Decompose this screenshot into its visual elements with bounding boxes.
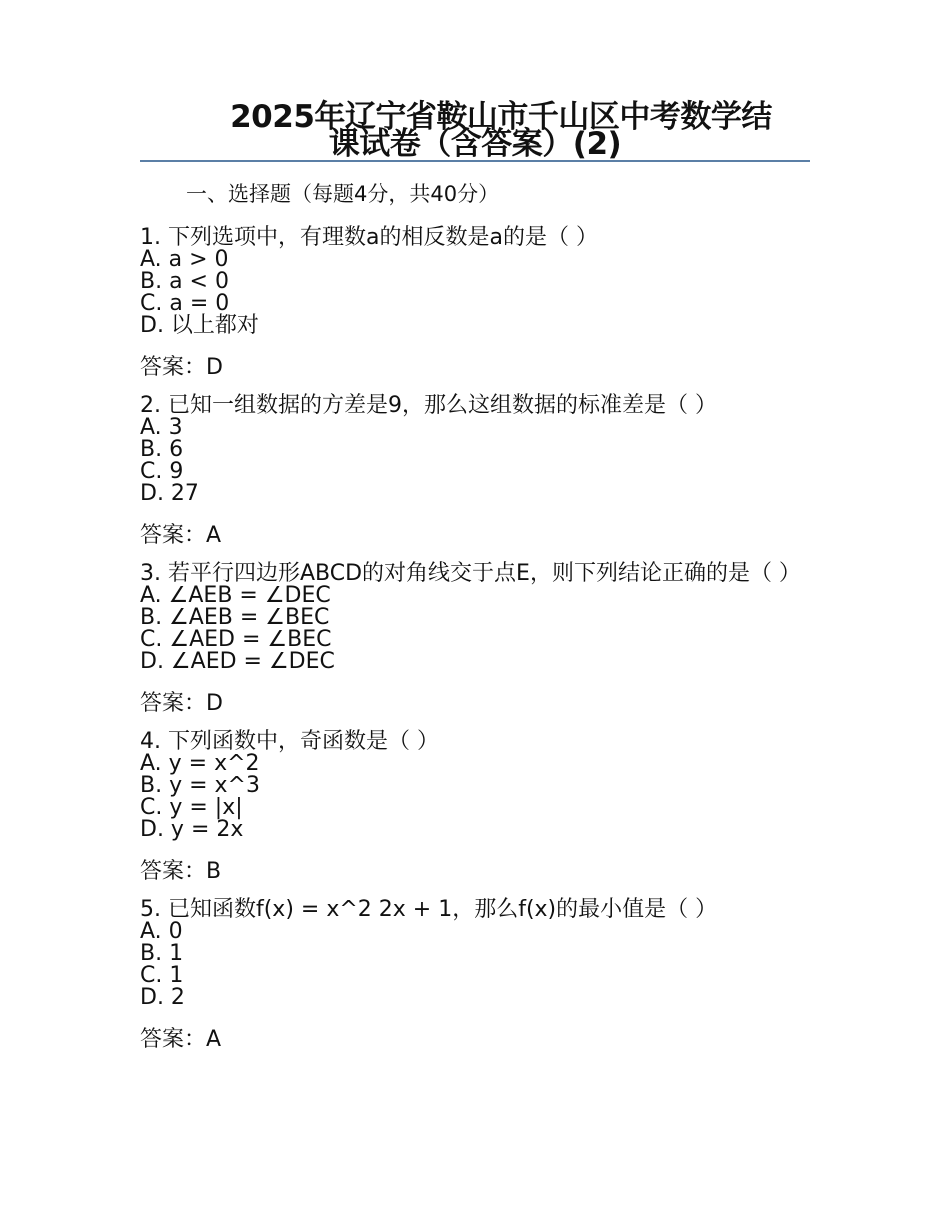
- option-b: B. 1: [140, 941, 184, 966]
- option-b: B. 6: [140, 437, 184, 462]
- option-a: A. 0: [140, 919, 183, 944]
- answer-line: 答案：A: [140, 523, 222, 548]
- option-c: C. 9: [140, 459, 184, 484]
- question-stem: 3. 若平行四边形ABCD的对角线交于点E，则下列结论正确的是（ ）: [140, 561, 801, 586]
- answer-line: 答案：A: [140, 1027, 222, 1052]
- title-line-1: 2025年辽宁省鞍山市千山区中考数学结: [230, 99, 772, 135]
- question-4: [140, 728, 810, 883]
- option-a: A. a > 0: [140, 247, 229, 272]
- question-list: [140, 224, 810, 1064]
- title-line-2: 课试卷（含答案）(2): [328, 126, 622, 162]
- option-c: C. 1: [140, 963, 184, 988]
- option-c: C. ∠AED = ∠BEC: [140, 627, 332, 652]
- question-3: [140, 560, 810, 715]
- question-stem: 2. 已知一组数据的方差是9，那么这组数据的标准差是（ ）: [140, 393, 717, 418]
- question-stem: 1. 下列选项中，有理数a的相反数是a的是（ ）: [140, 225, 598, 250]
- answer-line: 答案：B: [140, 859, 222, 884]
- question-2: [140, 392, 810, 547]
- option-b: B. y = x^3: [140, 773, 260, 798]
- option-a: A. 3: [140, 415, 183, 440]
- option-c: C. y = |x|: [140, 795, 243, 820]
- option-a: A. ∠AEB = ∠DEC: [140, 583, 331, 608]
- option-d: D. 2: [140, 985, 185, 1010]
- option-a: A. y = x^2: [140, 751, 260, 776]
- section-heading: 一、选择题（每题4分，共40分）: [186, 182, 500, 206]
- question-stem: 5. 已知函数f(x) = x^2 2x + 1，那么f(x)的最小值是（ ）: [140, 897, 718, 922]
- title-divider: [140, 160, 810, 162]
- option-d: D. 以上都对: [140, 313, 259, 338]
- question-1: [140, 224, 810, 379]
- answer-line: 答案：D: [140, 691, 223, 716]
- option-d: D. ∠AED = ∠DEC: [140, 649, 335, 674]
- document-title: [140, 99, 810, 162]
- question-stem: 4. 下列函数中，奇函数是（ ）: [140, 729, 439, 754]
- option-c: C. a = 0: [140, 291, 230, 316]
- option-d: D. 27: [140, 481, 199, 506]
- answer-line: 答案：D: [140, 355, 223, 380]
- question-5: [140, 896, 810, 1051]
- option-b: B. ∠AEB = ∠BEC: [140, 605, 330, 630]
- option-b: B. a < 0: [140, 269, 229, 294]
- option-d: D. y = 2x: [140, 817, 244, 842]
